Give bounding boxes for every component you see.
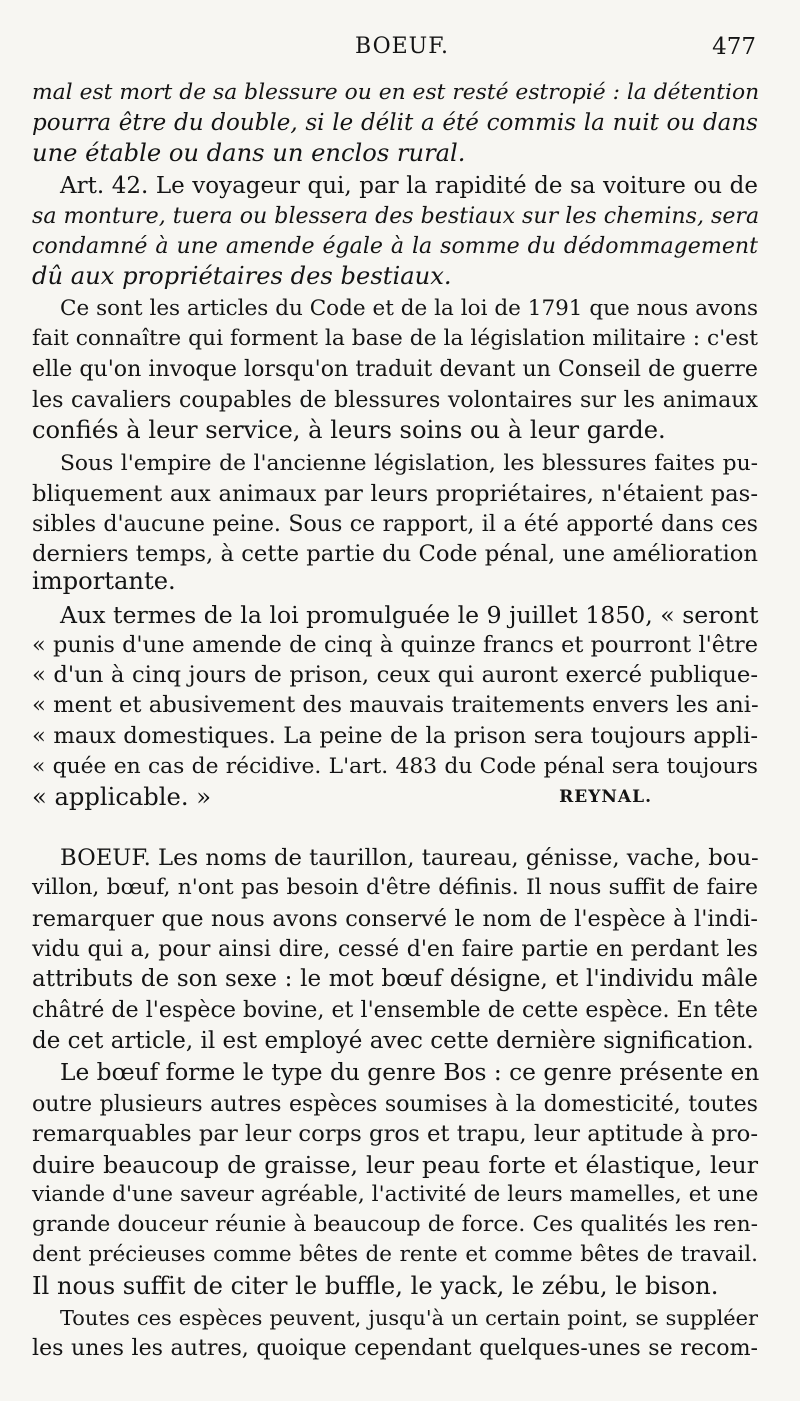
text-line: viande d'une saveur agréable, l'activité de leurs mamelles, et une [32, 1182, 759, 1207]
author-signature: REYNAL. [559, 787, 652, 807]
text-line: grande douceur réunie à beaucoup de force. Ces qualités les ren- [32, 1212, 758, 1237]
text-line: condamné à une amende égale à la somme du dédommagement [32, 233, 758, 259]
text-line: sibles d'aucune peine. Sous ce rapport, il a été apporté dans ces [32, 511, 758, 537]
text-line: les unes les autres, quoique cependant quelques-unes se recom- [32, 1335, 758, 1361]
text-line: remarquer que nous avons conservé le nom de l'espèce à l'indi- [32, 906, 758, 932]
text-line: Sous l'empire de l'ancienne législation, les blessures faites pu- [60, 451, 758, 476]
text-line: de cet article, il est employé avec cette dernière signification. [32, 1028, 754, 1054]
text-line: fait connaître qui forment la base de la législation militaire : c'est [32, 326, 759, 351]
text-line: Ce sont les articles du Code et de la loi de 1791 que nous avons [60, 296, 758, 321]
text-line: dent précieuses comme bêtes de rente et comme bêtes de travail. [32, 1242, 758, 1267]
text-line: importante. [32, 567, 176, 595]
text-line: attributs de son sexe : le mot bœuf désigne, et l'individu mâle [32, 966, 758, 992]
text-line: « maux domestiques. La peine de la prison sera toujours appli- [32, 723, 758, 749]
text-line: outre plusieurs autres espèces soumises à la domesticité, toutes [32, 1091, 758, 1117]
text-line: « punis d'une amende de cinq à quinze francs et pourront l'être [32, 632, 758, 658]
text-line: confiés à leur service, à leurs soins ou à leur garde. [32, 416, 666, 444]
text-line: BOEUF. Les noms de taurillon, taureau, génisse, vache, bou- [60, 845, 759, 871]
text-line: mal est mort de sa blessure ou en est resté estropié : la détention [32, 80, 760, 105]
text-line: les cavaliers coupables de blessures volontaires sur les animaux [32, 387, 758, 413]
text-line: bliquement aux animaux par leurs propriétaires, n'étaient pas- [32, 481, 758, 507]
text-line: Il nous suffit de citer le buffle, le yack, le zébu, le bison. [32, 1272, 719, 1300]
running-title: BOEUF. [355, 34, 450, 59]
text-line: une étable ou dans un enclos rural. [32, 139, 466, 167]
text-line: Aux termes de la loi promulguée le 9 juillet 1850, « seront [60, 601, 759, 629]
text-line: duire beaucoup de graisse, leur peau forte et élastique, leur [32, 1151, 758, 1179]
text-line: Le bœuf forme le type du genre Bos : ce genre présente en [60, 1059, 760, 1086]
text-line: villon, bœuf, n'ont pas besoin d'être définis. Il nous suffit de faire [32, 875, 758, 900]
text-line: Art. 42. Le voyageur qui, par la rapidité de sa voiture ou de [60, 173, 758, 199]
text-line: elle qu'on invoque lorsqu'on traduit devant un Conseil de guerre [32, 356, 758, 382]
text-line: Toutes ces espèces peuvent, jusqu'à un certain point, se suppléer [60, 1306, 758, 1330]
text-line: sa monture, tuera ou blessera des bestiaux sur les chemins, sera [32, 203, 760, 229]
page-number: 477 [712, 34, 756, 60]
text-line: derniers temps, à cette partie du Code pénal, une amélioration [32, 541, 758, 567]
text-line: « quée en cas de récidive. L'art. 483 du Code pénal sera toujours [32, 754, 758, 779]
text-line: « d'un à cinq jours de prison, ceux qui auront exercé publique- [32, 662, 758, 688]
text-line: « ment et abusivement des mauvais traitements envers les ani- [32, 692, 759, 718]
running-header [0, 28, 800, 68]
text-line: pourra être du double, si le délit a été commis la nuit ou dans [32, 110, 758, 136]
text-line: dû aux propriétaires des bestiaux. [32, 262, 452, 290]
text-line: remarquables par leur corps gros et trapu, leur aptitude à pro- [32, 1121, 758, 1147]
text-line: vidu qui a, pour ainsi dire, cessé d'en faire partie en perdant les [32, 936, 758, 962]
text-line: « applicable. » [32, 783, 212, 811]
text-line: châtré de l'espèce bovine, et l'ensemble de cette espèce. En tête [32, 997, 758, 1023]
